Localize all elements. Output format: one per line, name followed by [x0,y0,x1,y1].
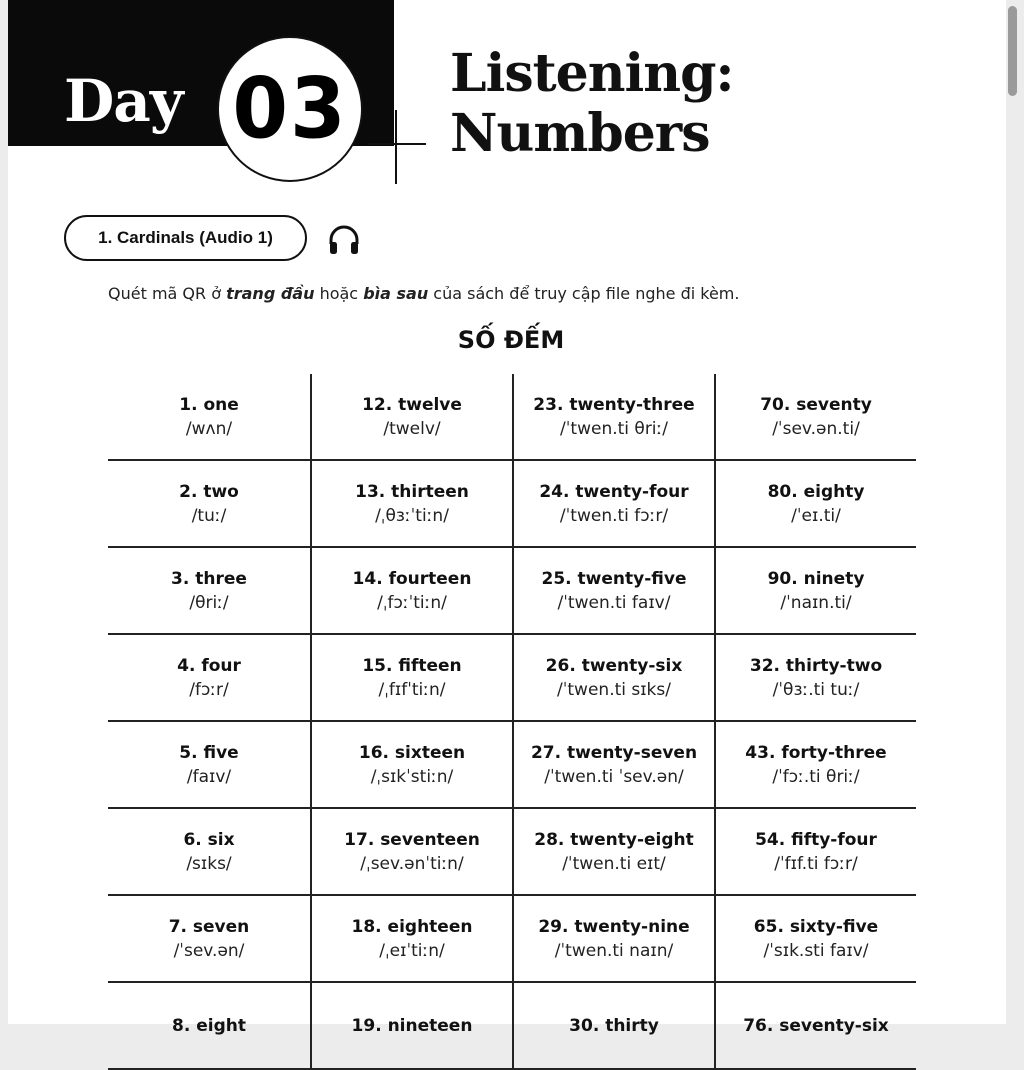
pronunciation: /ˈsev.ən/ [173,940,245,961]
number-word: 6. six [183,829,235,850]
pronunciation: /fɔːr/ [189,679,229,700]
pronunciation: /ˌfɪfˈtiːn/ [378,679,446,700]
number-word: 27. twenty-seven [530,742,698,763]
pronunciation: /wʌn/ [185,418,233,439]
number-word: 16. sixteen [358,742,466,763]
table-cell [714,374,916,461]
number-word: 90. ninety [767,568,865,589]
table-cell [108,461,310,548]
pronunciation: /twelv/ [383,418,441,439]
pronunciation: /ˈtwen.ti θriː/ [560,418,668,439]
day-label: Day [64,67,183,135]
pronunciation: /ˈfɪf.ti fɔːr/ [774,853,858,874]
number-word: 32. thirty-two [749,655,883,676]
table-cell [512,896,714,983]
number-word: 15. fifteen [362,655,462,676]
instruction-part: của sách để truy cập file nghe đi kèm. [428,284,740,303]
day-number: 03 [232,59,348,158]
instruction-emphasis: bìa sau [363,284,429,303]
table-cell [310,548,512,635]
number-word: 25. twenty-five [541,568,687,589]
pronunciation: /tuː/ [191,505,227,526]
decorative-horizontal-line [368,143,426,145]
table-cell [512,374,714,461]
number-word: 65. sixty-five [753,916,879,937]
table-cell [310,635,512,722]
table-cell [310,983,512,1070]
title-line-1: Listening: [450,43,734,104]
pronunciation: /ˈtwen.ti fɔːr/ [559,505,669,526]
section-label: 1. Cardinals (Audio 1) [64,215,307,261]
table-cell [108,983,310,1070]
pronunciation: /faɪv/ [186,766,232,787]
number-word: 80. eighty [767,481,865,502]
number-word: 17. seventeen [344,829,480,850]
table-cell [310,722,512,809]
number-word: 7. seven [168,916,250,937]
instruction-part: hoặc [314,284,364,303]
number-word: 70. seventy [760,394,872,415]
table-cell [310,896,512,983]
table-cell [310,461,512,548]
number-word: 30. thirty [569,1015,659,1036]
pronunciation: /ˌsɪkˈstiːn/ [370,766,454,787]
number-word: 13. thirteen [355,481,469,502]
day-number-badge [217,36,363,182]
number-word: 14. fourteen [352,568,472,589]
pronunciation: /θriː/ [189,592,229,613]
pronunciation: /ˌeɪˈtiːn/ [379,940,445,961]
table-cell [714,722,916,809]
table-cell [310,809,512,896]
table-cell [512,722,714,809]
table-cell [108,722,310,809]
number-word: 4. four [177,655,241,676]
numbers-table [108,374,916,1070]
table-cell [714,896,916,983]
number-word: 18. eighteen [351,916,473,937]
number-word: 23. twenty-three [533,394,695,415]
table-cell [714,635,916,722]
number-word: 8. eight [172,1015,246,1036]
table-cell [108,809,310,896]
table-cell [714,983,916,1070]
table-title: SỐ ĐẾM [457,326,565,354]
table-cell [108,548,310,635]
number-word: 19. nineteen [351,1015,473,1036]
instruction-text [108,284,739,303]
table-cell [108,635,310,722]
number-word: 5. five [179,742,239,763]
page-title [450,44,734,164]
instruction-part: Quét mã QR ở [108,284,227,303]
number-word: 12. twelve [362,394,462,415]
pronunciation: /ˈθɜː.ti tuː/ [772,679,860,700]
table-cell [512,461,714,548]
table-cell [714,809,916,896]
pronunciation: /ˌsev.ənˈtiːn/ [360,853,464,874]
number-word: 2. two [179,481,239,502]
title-line-2: Numbers [450,103,710,164]
number-word: 54. fifty-four [755,829,877,850]
pronunciation: /ˈsev.ən.ti/ [772,418,860,439]
scrollbar-thumb[interactable] [1008,6,1017,96]
pronunciation: /sɪks/ [186,853,232,874]
pronunciation: /ˈeɪ.ti/ [791,505,841,526]
table-cell [512,983,714,1070]
table-cell [108,896,310,983]
pronunciation: /ˈtwen.ti naɪn/ [554,940,674,961]
number-word: 1. one [179,394,239,415]
pronunciation: /ˌfɔːˈtiːn/ [377,592,447,613]
pronunciation: /ˈtwen.ti faɪv/ [557,592,671,613]
table-cell [512,809,714,896]
number-word: 43. forty-three [745,742,887,763]
pronunciation: /ˈtwen.ti sɪks/ [556,679,671,700]
pronunciation: /ˈtwen.ti ˈsev.ən/ [544,766,684,787]
pronunciation: /ˈtwen.ti eɪt/ [562,853,666,874]
document-page [8,0,1006,1036]
number-word: 29. twenty-nine [538,916,690,937]
table-cell [714,548,916,635]
number-word: 24. twenty-four [539,481,689,502]
number-word: 28. twenty-eight [534,829,694,850]
headphones-icon[interactable] [326,222,362,258]
decorative-vertical-line [395,110,397,184]
instruction-emphasis: trang đầu [226,284,315,303]
table-cell [714,461,916,548]
number-word: 3. three [171,568,247,589]
pronunciation: /ˈfɔː.ti θriː/ [772,766,860,787]
pronunciation: /ˈsɪk.sti faɪv/ [763,940,869,961]
table-cell [512,635,714,722]
pronunciation: /ˌθɜːˈtiːn/ [375,505,449,526]
table-cell [512,548,714,635]
table-cell [108,374,310,461]
number-word: 26. twenty-six [545,655,683,676]
pronunciation: /ˈnaɪn.ti/ [780,592,852,613]
number-word: 76. seventy-six [743,1015,889,1036]
table-cell [310,374,512,461]
